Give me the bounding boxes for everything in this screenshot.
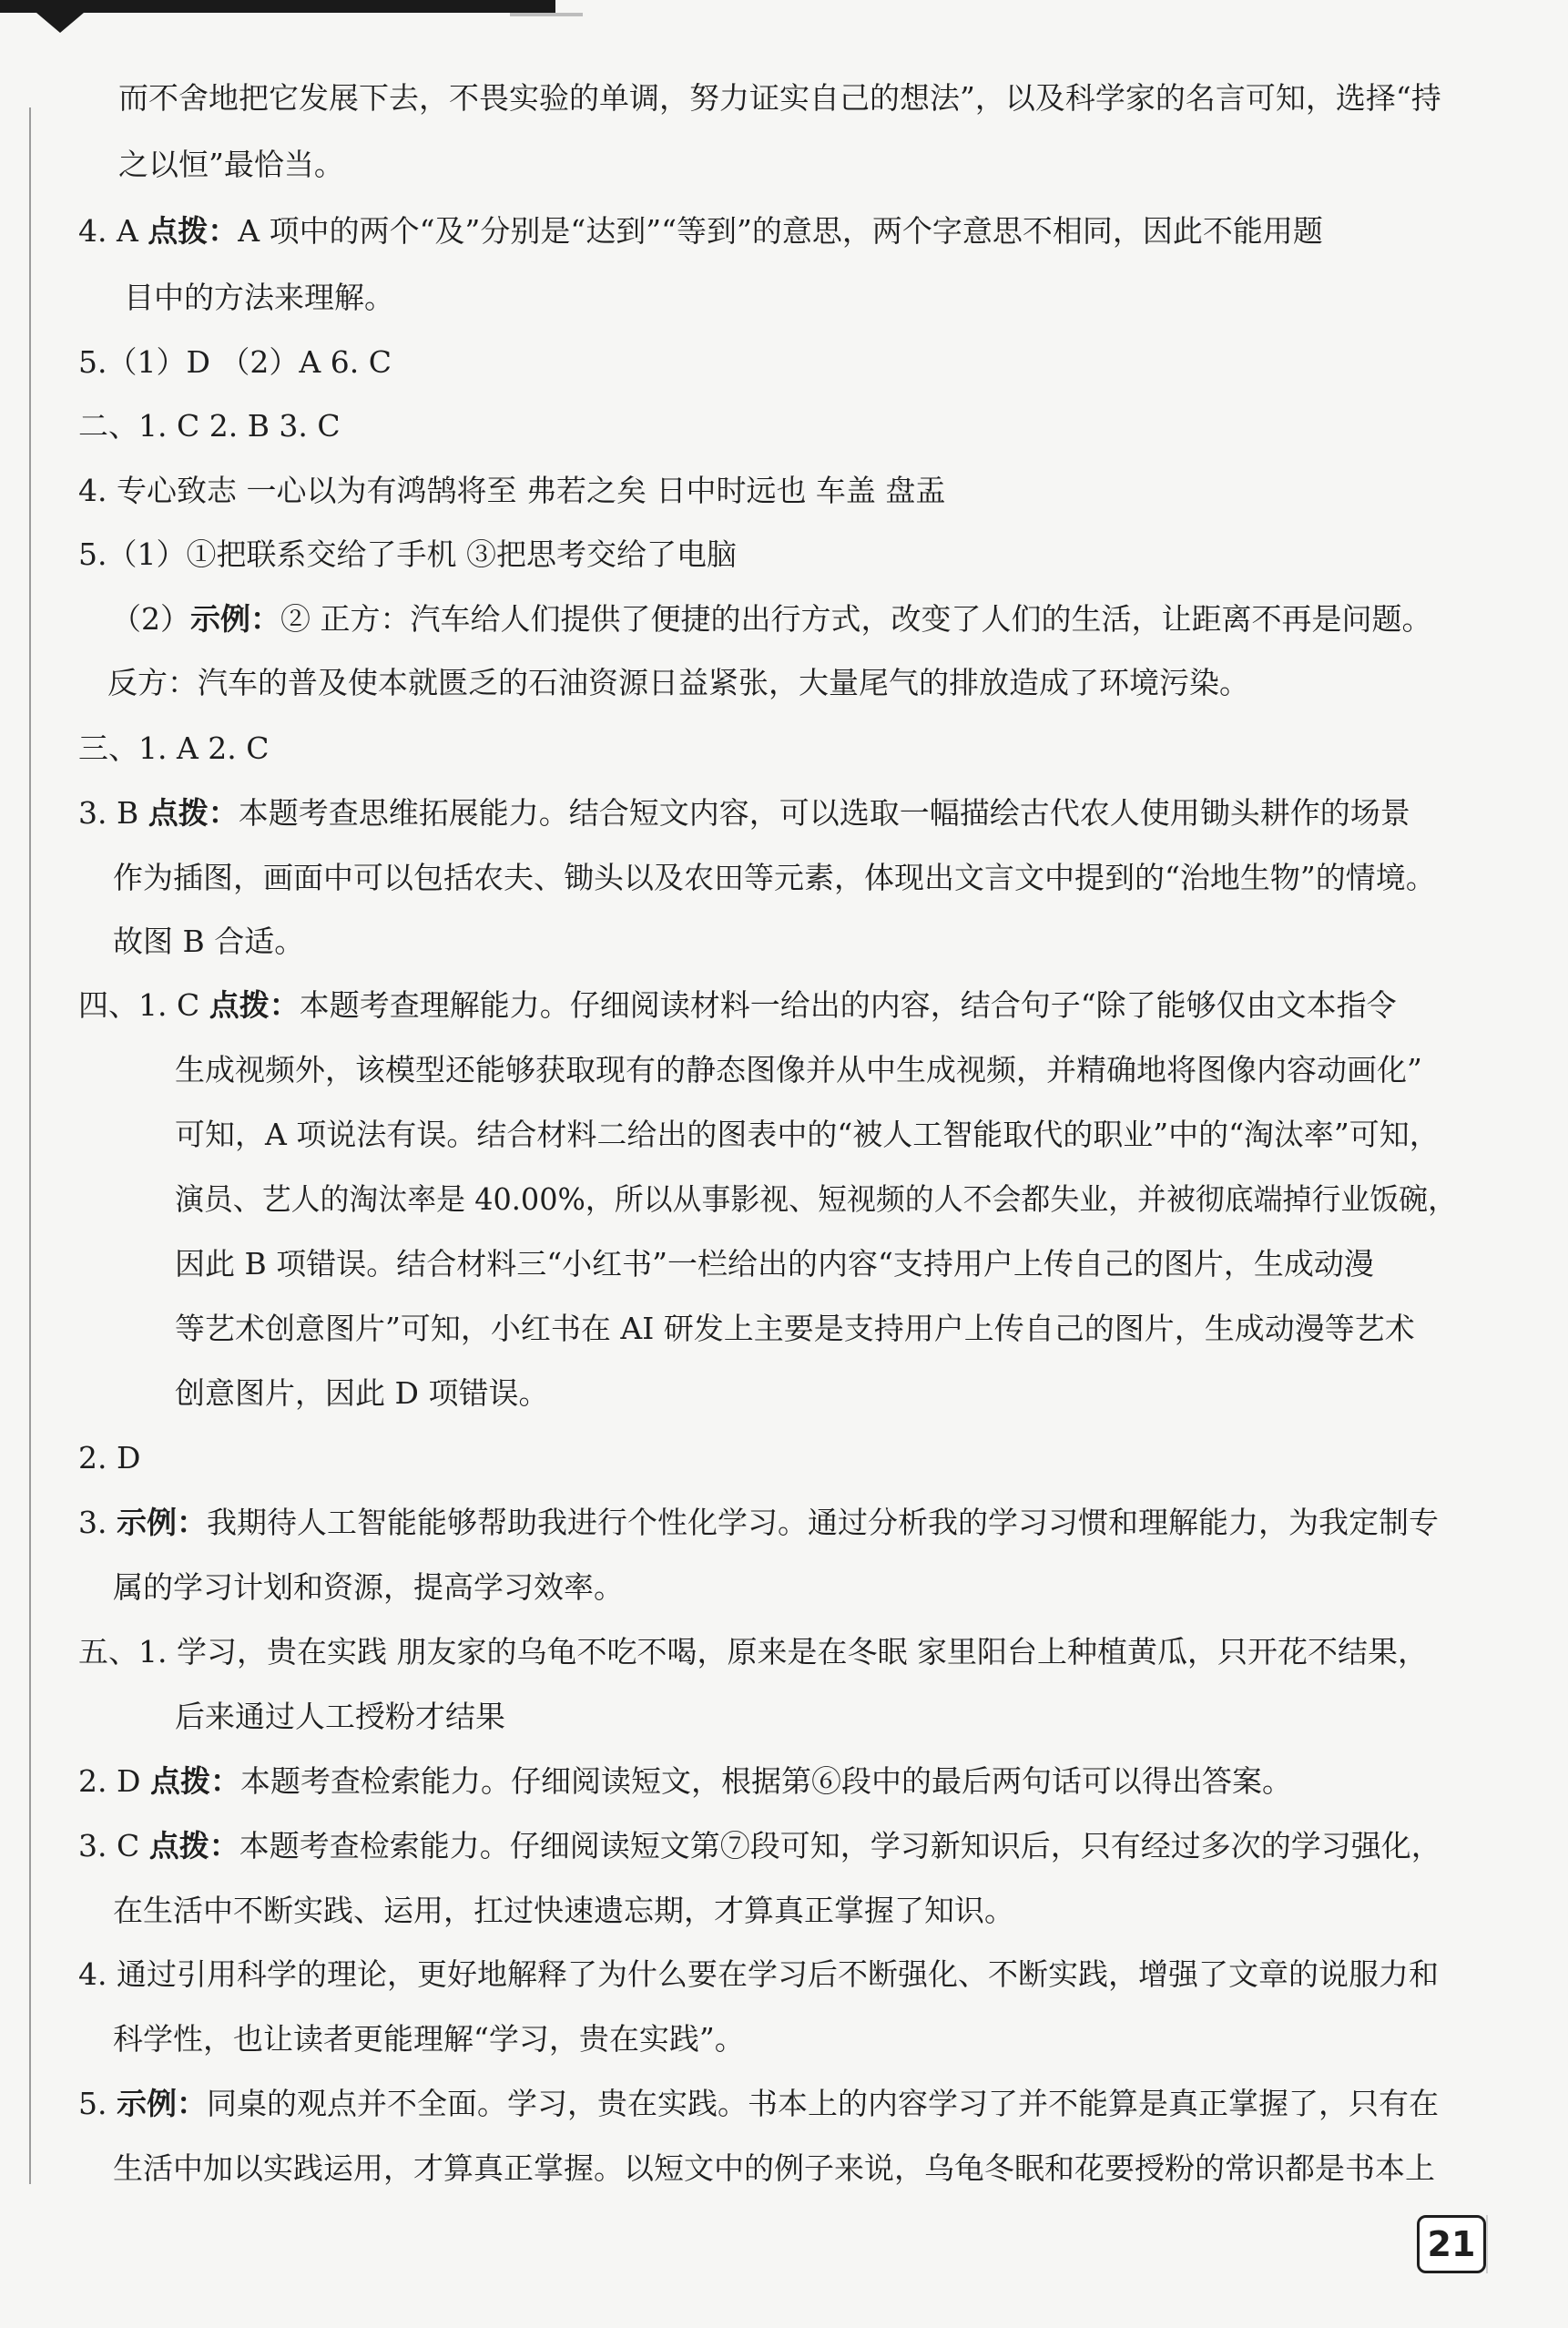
line-text: 5.（1）D （2）A 6. C [78, 344, 392, 380]
text-line [78, 985, 1397, 1026]
line-text: 本题考查检索能力。仔细阅读短文，根据第⑥段中的最后两句话可以得出答案。 [239, 1763, 1292, 1799]
label-bold: 点拨： [209, 987, 300, 1023]
label-bold: 示例： [116, 1505, 207, 1540]
text-line [175, 1697, 505, 1737]
left-margin-rule [29, 107, 31, 2184]
line-text: 属的学习计划和资源，提高学习效率。 [113, 1569, 624, 1605]
line-text: 本题考查检索能力。仔细阅读短文第⑦段可知，学习新知识后，只有经过多次的学习强化， [239, 1828, 1441, 1863]
line-text: 生活中加以实践运用，才算真正掌握。以短文中的例子来说，乌龟冬眠和花要授粉的常识都是书本上 [113, 2150, 1435, 2186]
text-line [175, 1373, 548, 1414]
line-text: 等艺术创意图片”可知，小红书在 AI 研发上主要是支持用户上传自己的图片，生成动漫等艺术 [175, 1311, 1415, 1346]
line-text: 五、1. 学习，贵在实践 朋友家的乌龟不吃不喝，原来是在冬眠 家里阳台上种植黄瓜，只开花不结果， [78, 1634, 1428, 1669]
text-line [78, 1955, 1439, 1995]
line-text: 生成视频外，该模型还能够获取现有的静态图像并从中生成视频，并精确地将图像内容动画化” [175, 1052, 1422, 1087]
line-text: 故图 B 合适。 [113, 924, 305, 959]
text-line [175, 1179, 1457, 1220]
text-line [78, 211, 1323, 251]
line-text: 同桌的观点并不全面。学习，贵在实践。书本上的内容学习了并不能算是真正掌握了，只有在 [206, 2086, 1439, 2121]
text-line [107, 663, 1249, 703]
text-line [78, 471, 945, 511]
header-bar [0, 0, 555, 13]
line-text: 4. A [78, 213, 148, 249]
line-text: 5.（1）①把联系交给了手机 ③把思考交给了电脑 [78, 536, 737, 572]
line-text: 4. 专心致志 一心以为有鸿鹄将至 弗若之矣 日中时远也 车盖 盘盂 [78, 473, 946, 508]
text-line [78, 1826, 1441, 1866]
line-text: ② 正方：汽车给人们提供了便捷的出行方式，改变了人们的生活，让距离不再是问题。 [280, 601, 1432, 637]
line-text: 2. D [78, 1763, 150, 1799]
label-bold: 示例： [190, 601, 280, 637]
page-edge-tab [1486, 2215, 1524, 2273]
label-bold: 点拨： [148, 1828, 239, 1863]
label-bold: 点拨： [148, 213, 239, 249]
text-line [78, 1503, 1439, 1543]
text-line [113, 922, 304, 962]
page-number: 21 [1417, 2215, 1486, 2273]
line-text: 之以恒”最恰当。 [118, 147, 344, 182]
text-line [78, 535, 737, 575]
text-line [78, 793, 1410, 833]
line-text: 在生活中不断实践、运用，扛过快速遗忘期，才算真正掌握了知识。 [113, 1893, 1014, 1928]
line-text: 三、1. A 2. C [78, 730, 270, 766]
line-text: 本题考查思维拓展能力。结合短文内容，可以选取一幅描绘古代农人使用锄头耕作的场景 [238, 795, 1410, 831]
line-text: 5. [78, 2086, 117, 2121]
text-line [175, 1309, 1415, 1349]
text-line [118, 78, 1441, 118]
line-text: 后来通过人工授粉才结果 [175, 1699, 505, 1734]
line-text: 创意图片，因此 D 项错误。 [175, 1375, 549, 1411]
line-text: 反方：汽车的普及使本就匮乏的石油资源日益紧张，大量尾气的排放造成了环境污染。 [107, 665, 1249, 700]
text-line [113, 1891, 1014, 1931]
text-line [175, 1050, 1422, 1090]
line-text: 科学性，也让读者更能理解“学习，贵在实践”。 [113, 2021, 745, 2057]
line-text: （2） [111, 601, 190, 637]
text-line [175, 1244, 1374, 1284]
line-text: 我期待人工智能能够帮助我进行个性化学习。通过分析我的学习习惯和理解能力，为我定制专 [206, 1505, 1439, 1540]
line-text: 3. B [78, 795, 148, 831]
line-text: 4. 通过引用科学的理论，更好地解释了为什么要在学习后不断强化、不断实践，增强了文章的说服力和 [78, 1956, 1439, 1992]
line-text: 3. [78, 1505, 117, 1540]
text-line [78, 729, 270, 769]
text-line [113, 1567, 624, 1608]
line-text: 可知，A 项说法有误。结合材料二给出的图表中的“被人工智能取代的职业”中的“淘汰率”可知， [175, 1117, 1440, 1152]
header-bar-fade [510, 13, 583, 16]
text-line [118, 145, 344, 185]
line-text: 二、1. C 2. B 3. C [78, 408, 341, 444]
line-text: 2. D [78, 1440, 141, 1475]
label-bold: 点拨： [149, 1763, 240, 1799]
text-line [113, 2019, 745, 2059]
line-text: 因此 B 项错误。结合材料三“小红书”一栏给出的内容“支持用户上传自己的图片，生成动漫 [175, 1246, 1374, 1281]
text-line [78, 2084, 1439, 2124]
header-bar-tip [36, 13, 84, 33]
line-text: 目中的方法来理解。 [124, 280, 394, 315]
line-text: 而不舍地把它发展下去，不畏实验的单调，努力证实自己的想法”，以及科学家的名言可知，选择“持 [118, 80, 1441, 116]
line-text: A 项中的两个“及”分别是“达到”“等到”的意思，两个字意思不相同，因此不能用题 [238, 213, 1323, 249]
line-text: 作为插图，画面中可以包括农夫、锄头以及农田等元素，体现出文言文中提到的“治地生物”的情境。 [113, 860, 1436, 895]
text-line [78, 342, 392, 383]
text-line [78, 1438, 140, 1478]
text-line [124, 278, 394, 318]
text-line [113, 858, 1436, 898]
text-line [111, 599, 1432, 639]
text-line [78, 1761, 1292, 1802]
text-line [78, 1632, 1428, 1672]
label-bold: 示例： [116, 2086, 207, 2121]
text-line [78, 406, 341, 446]
text-line [175, 1115, 1440, 1155]
label-bold: 点拨： [148, 795, 239, 831]
line-text: 3. C [78, 1828, 149, 1863]
line-text: 本题考查理解能力。仔细阅读材料一给出的内容，结合句子“除了能够仅由文本指令 [299, 987, 1397, 1023]
text-line [113, 2149, 1435, 2189]
line-text: 演员、艺人的淘汰率是 40.00%，所以从事影视、短视频的人不会都失业，并被彻底端掉行业饭碗， [175, 1181, 1457, 1217]
line-text: 四、1. C [78, 987, 209, 1023]
